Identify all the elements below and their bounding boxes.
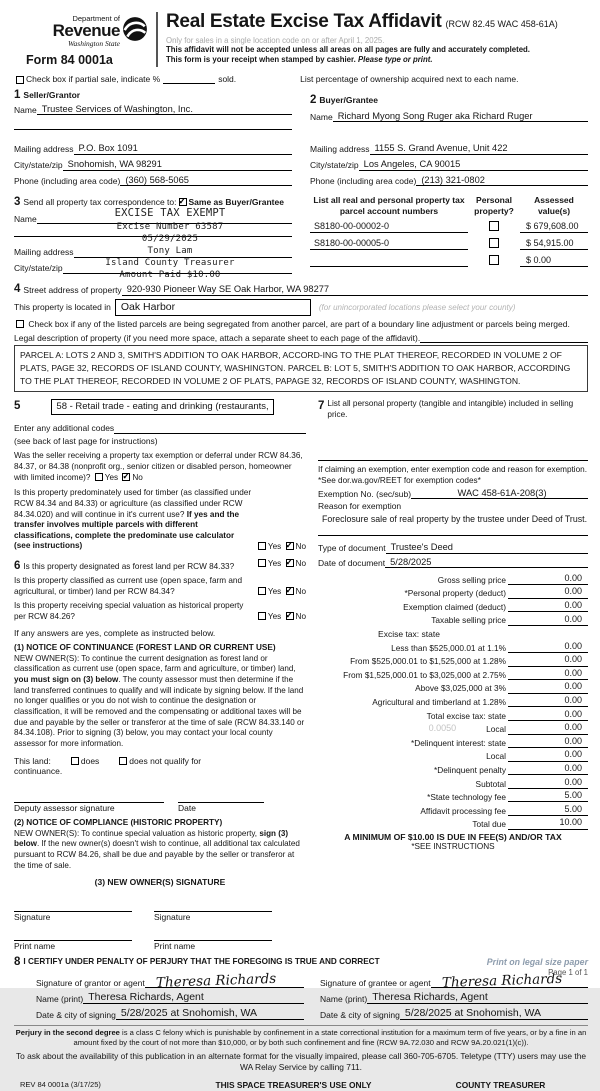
- same-as-buyer-label: Same as Buyer/Grantee: [188, 197, 284, 208]
- buyer-phone-field[interactable]: (213) 321-0802: [416, 175, 588, 187]
- tax-row-value[interactable]: 0.00: [508, 654, 588, 666]
- section6-number: 6: [14, 560, 21, 573]
- tax-row-label: Subtotal: [475, 778, 506, 789]
- section-buyer: [310, 88, 588, 186]
- seller-phone-field[interactable]: (360) 568-5065: [120, 175, 292, 187]
- tax-row-label: Above $3,025,000 at 3%: [415, 683, 506, 694]
- land-does-checkbox[interactable]: [71, 757, 79, 765]
- document-divider: [318, 535, 588, 536]
- owner-print-name-field-2[interactable]: [154, 931, 272, 941]
- reason-for-exemption-label: Reason for exemption: [318, 501, 402, 512]
- perjury-bold: Perjury in the second degree: [15, 1028, 120, 1038]
- section-property: [14, 282, 588, 392]
- doc-type-field[interactable]: Trustee's Deed: [386, 542, 588, 554]
- see-back-note: (see back of last page for instructions): [14, 435, 158, 446]
- stamp-line-exempt: EXCISE TAX EXEMPT: [114, 207, 226, 220]
- form-number: Form 84 0001a: [26, 53, 113, 68]
- question-timber-text: Is this property predominately used for timber (as classified under RCW 84.34 and 84.33) or agriculture (as classified under RCW 84.34.020) and will continue in it's current use?: [14, 488, 252, 519]
- certify-heading: I CERTIFY UNDER PENALTY OF PERJURY THAT THE FOREGOING IS TRUE AND CORRECT: [23, 957, 380, 967]
- tax-row-label: From $1,525,000.01 to $3,025,000 at 2.75%: [343, 669, 506, 680]
- personal-property-checkbox[interactable]: [489, 238, 499, 248]
- perjury-rest: is a class C felony which is punishable by confinement in a state correctional institution for a maximum term of five years, or by a fine in an amount fixed by the court of not more than $10,000, or by both such confinement and fine (RCW 9A.72.030 and RCW 9A.20.021(1)(c)).: [73, 1028, 587, 1048]
- partial-sale-checkbox[interactable]: [16, 76, 24, 84]
- owner-signature-field-2[interactable]: [154, 902, 272, 912]
- historic-no-label: No: [295, 612, 306, 622]
- logo-agency-name: Revenue: [52, 21, 120, 41]
- exemption-note: If claiming an exemption, enter exemption code and reason for exemption. *See dor.wa.gov/REET for exemption codes*: [318, 465, 587, 486]
- current-use-yes-checkbox[interactable]: [258, 587, 266, 595]
- treasurer-use-only-label: THIS SPACE TREASURER'S USE ONLY: [215, 1080, 372, 1091]
- parcel-col-personal-header: Personal property?: [474, 195, 514, 216]
- section1-number: 1: [14, 89, 21, 102]
- grantor-certify-block: [14, 972, 304, 1021]
- section7-divider: [318, 460, 588, 461]
- seller-name-overflow-field[interactable]: [14, 129, 292, 130]
- legal-description-header-line: [420, 342, 588, 343]
- seller-name-label: Name: [14, 104, 37, 115]
- partial-sale-sold-label: sold.: [218, 73, 237, 84]
- doc-date-label: Date of document: [318, 557, 386, 568]
- located-in-hint: (for unincorporated locations please select your county): [318, 302, 516, 312]
- rev-number: REV 84 0001a (3/17/25): [20, 1080, 101, 1090]
- doc-type-label: Type of document: [318, 543, 386, 554]
- forest-no-checkbox[interactable]: [286, 559, 294, 567]
- section1-title: Seller/Grantor: [23, 90, 81, 101]
- buyer-name-field[interactable]: Richard Myong Song Ruger aka Richard Ruger: [333, 111, 588, 123]
- tax-row-value[interactable]: 0.00: [508, 763, 588, 775]
- question-forest-text: Is this property designated as forest land per RCW 84.33?: [23, 562, 235, 572]
- partial-sale-label: Check box if partial sale, indicate %: [26, 73, 161, 84]
- dor-swoosh-icon: [122, 16, 148, 42]
- tax-row-value[interactable]: 0.00: [508, 695, 588, 707]
- grantor-name-print-label: Name (print): [36, 993, 84, 1004]
- if-yes-note: If any answers are yes, complete as instructed below.: [14, 627, 216, 638]
- local-rate-value: 0.0050: [428, 723, 457, 734]
- grantor-date-city-label: Date & city of signing: [36, 1009, 116, 1020]
- additional-codes-label: Enter any additional codes: [14, 422, 115, 433]
- street-address-field[interactable]: 920-930 Pioneer Way SE Oak Harbor, WA 98277: [122, 284, 588, 296]
- owner-print-name-label-1: Print name: [14, 940, 56, 951]
- land-use-code-field[interactable]: 58 - Retail trade - eating and drinking (restaurants,: [51, 399, 273, 415]
- buyer-name-label: Name: [310, 111, 333, 122]
- grantee-signature-label: Signature of grantee or agent: [320, 977, 431, 988]
- corr-name-label: Name: [14, 213, 37, 224]
- question-current-use-text: Is this property classified as current use (open space, farm and agricultural, or timber) land per RCW 84.34?: [14, 576, 242, 596]
- historic-yes-label: Yes: [267, 612, 282, 622]
- tax-row-value[interactable]: 0.00: [508, 777, 588, 789]
- treasurer-stamp: [66, 206, 274, 281]
- seller-city-field[interactable]: Snohomish, WA 98291: [63, 159, 292, 171]
- parcel-row: [310, 216, 588, 233]
- timber-no-label: No: [295, 541, 306, 551]
- section-use-code: [14, 399, 306, 415]
- current-use-no-checkbox[interactable]: [286, 587, 294, 595]
- tax-row-label: *Delinquent interest: state: [410, 737, 506, 748]
- section-seller: [14, 88, 292, 186]
- note-required: This affidavit will not be accepted unless all areas on all pages are fully and accurately completed.: [166, 45, 530, 55]
- tax-row-value[interactable]: 0.00: [508, 586, 588, 598]
- tax-row-label: *Delinquent penalty: [434, 764, 506, 775]
- deferral-yes-checkbox[interactable]: [95, 473, 103, 481]
- corr-mailing-label: Mailing address: [14, 247, 74, 258]
- buyer-mailing-label: Mailing address: [310, 144, 370, 155]
- forest-yes-checkbox[interactable]: [258, 559, 266, 567]
- forest-no-label: No: [295, 559, 306, 569]
- new-owner-signature-header: (3) NEW OWNER(S) SIGNATURE: [94, 877, 226, 888]
- notice1-body-pre: NEW OWNER(S): To continue the current designation as forest land or classification as current use (open space, farm and agriculture, or timber) land,: [14, 653, 296, 674]
- title-rcw-ref: (RCW 82.45 WAC 458-61A): [445, 19, 558, 29]
- buyer-city-field[interactable]: Los Angeles, CA 90015: [359, 159, 588, 171]
- tax-computation: [318, 571, 588, 829]
- section3-number: 3: [14, 196, 21, 209]
- tax-row-label: Total due: [472, 819, 506, 830]
- question-deferral-text: Was the seller receiving a property tax exemption or deferral under RCW 84.36, 84.37, or 84.38 (nonprofit org., senior citizen or disabled person, homeowner with limited income)?: [14, 451, 303, 482]
- tax-row-value[interactable]: 0.00: [508, 722, 588, 734]
- continuance-label: continuance.: [14, 766, 63, 777]
- section8-number: 8: [14, 956, 21, 969]
- seller-mailing-label: Mailing address: [14, 144, 74, 155]
- deferral-no-label: No: [132, 472, 143, 482]
- dor-logo-block: [14, 8, 154, 69]
- question-historic-text: Is this property receiving special valuation as historical property per RCW 84.26?: [14, 601, 244, 622]
- logo-dept-line: Department of: [72, 14, 120, 23]
- grantor-signature-label: Signature of grantor or agent: [36, 977, 145, 988]
- form-footer: [14, 1025, 588, 1090]
- note-receipt: This form is your receipt when stamped by cashier.: [166, 55, 356, 65]
- parcel-row: [310, 233, 588, 250]
- logo-state-line: Washington State: [67, 38, 120, 48]
- land-does-not-checkbox[interactable]: [119, 757, 127, 765]
- seller-city-label: City/state/zip: [14, 160, 63, 171]
- grantee-name-print-field[interactable]: Theresa Richards, Agent: [367, 991, 588, 1004]
- doc-date-field[interactable]: 5/28/2025: [385, 557, 588, 569]
- deferral-yes-label: Yes: [104, 472, 119, 482]
- assessed-value-field[interactable]: $ 0.00: [520, 255, 588, 267]
- owner-signature-field-1[interactable]: [14, 902, 132, 912]
- page-title: Real Estate Excise Tax Affidavit: [166, 11, 442, 32]
- parcel-table: [310, 195, 588, 273]
- note-effective-date: Only for sales in a single location code on or after April 1, 2025.: [166, 35, 385, 45]
- historic-no-checkbox[interactable]: [286, 612, 294, 620]
- grantee-date-city-label: Date & city of signing: [320, 1009, 400, 1020]
- buyer-city-label: City/state/zip: [310, 160, 359, 171]
- this-land-label: This land:: [14, 755, 51, 766]
- buyer-phone-label: Phone (including area code): [310, 175, 417, 186]
- tax-row-value[interactable]: 0.00: [508, 641, 588, 653]
- notice2-title: (2) NOTICE OF COMPLIANCE (HISTORIC PROPERTY): [14, 818, 223, 828]
- notice1-body-post: . The county assessor must then determine if the land transferred continues to qualify and will indicate by signing below. If the land no longer qualifies or you do not wish to continue the designation or classification, it will be removed and the compensating or additional taxes will be due and payable by the seller or transferor at the time of sale (RCW 84.33.140 or 84.34.108). Prior to signing (3) below, you may contact your local county assessor for more information.: [14, 674, 305, 748]
- segregated-label: Check box if any of the listed parcels are being segregated from another parcel, are part of a boundary line adjustment or parcels being merged.: [28, 319, 570, 330]
- notice2-body-post: . If the new owner(s) doesn't wish to continue, all additional tax calculated pursuant to RCW 84.26, shall be due and payable by the seller or transferor at the time of sale.: [14, 839, 300, 870]
- grantor-signature-script: Theresa Richards: [155, 970, 277, 991]
- legal-description-field[interactable]: PARCEL A: LOTS 2 AND 3, SMITH'S ADDITION TO OAK HARBOR, ACCORD-ING TO THE PLAT THEREOF, RECORDED IN VOLUME 2 OF PLATS, PAGE 32, RECORDS OF ISLAND COUNTY, WASHINGTON. PARCEL B: LOT 5, SMITH'S ADDITION TO OAK HARBOR, ACCORDING TO THE PLAT THEREOF, RECORDED IN VOLUME 2 OF PLATS, PAPAGE 32, RECORDS OF ISLAND COUNTY, WASHINGTON.: [14, 345, 588, 392]
- grantee-name-print-label: Name (print): [320, 993, 368, 1004]
- notice1-title: (1) NOTICE OF CONTINUANCE (FOREST LAND OR CURRENT USE): [14, 643, 276, 653]
- owner-print-name-field-1[interactable]: [14, 931, 132, 941]
- accessibility-note: To ask about the availability of this publication in an alternate format for the visually impaired, please call 360-705-6705. Teletype (TTY) users may use the WA Relay Service by calling 711.: [15, 1051, 587, 1072]
- personal-property-checkbox[interactable]: [489, 255, 499, 265]
- stamp-line-amount-paid: Amount Paid $10.00: [119, 270, 221, 281]
- tax-row-value[interactable]: 0.00: [508, 573, 588, 585]
- partial-sale-percent-field[interactable]: [163, 83, 215, 84]
- question-timber-bold: If yes and the transfer involves multiple parcels with different classifications, complete the predominate use calculator (see instructions): [14, 509, 240, 551]
- legal-description-label: Legal description of property (if you need more space, attach a separate sheet to each page of the affidavit).: [14, 332, 421, 343]
- owner-print-name-label-2: Print name: [154, 940, 196, 951]
- deputy-date-field[interactable]: [178, 793, 264, 803]
- minimum-due-note: A MINIMUM OF $10.00 IS DUE IN FEE(S) AND/OR TAX: [344, 831, 562, 842]
- corr-city-label: City/state/zip: [14, 263, 63, 274]
- grantor-name-print-field[interactable]: Theresa Richards, Agent: [83, 991, 304, 1004]
- current-use-yes-label: Yes: [267, 587, 282, 597]
- deputy-assessor-signature-label: Deputy assessor signature: [14, 802, 115, 813]
- tax-row-label: Local: [486, 751, 506, 762]
- tax-row-label: Total excise tax: state: [426, 710, 506, 721]
- notice2-body-pre: NEW OWNER(S): To continue special valuation as historic property,: [14, 828, 260, 838]
- section3-label: Send all property tax correspondence to:: [23, 197, 177, 208]
- parcel-number-field[interactable]: S8180-00-00002-0: [310, 221, 468, 233]
- section-correspondence: [14, 195, 292, 281]
- notice2-body-bold: sign (3) below: [14, 828, 289, 849]
- ownership-note: List percentage of ownership acquired next to each name.: [300, 73, 519, 84]
- personal-property-checkbox[interactable]: [489, 221, 499, 231]
- tax-row-label: *State technology fee: [427, 792, 506, 803]
- located-in-label: This property is located in: [14, 302, 111, 313]
- additional-codes-field[interactable]: [114, 433, 306, 434]
- segregated-checkbox[interactable]: [16, 320, 24, 328]
- parcel-number-field[interactable]: S8180-00-00005-0: [310, 238, 468, 250]
- tax-row-label: Taxable selling price: [431, 615, 506, 626]
- stamp-line-excise-number: Excise Number 63587: [116, 221, 224, 232]
- timber-no-checkbox[interactable]: [286, 542, 294, 550]
- tax-row-label: Affidavit processing fee: [420, 805, 506, 816]
- tax-row-label: Gross selling price: [437, 574, 506, 585]
- current-use-no-label: No: [295, 587, 306, 597]
- seller-name-field[interactable]: Trustee Services of Washington, Inc.: [37, 104, 292, 116]
- tax-row-value[interactable]: 0.00: [508, 600, 588, 612]
- assessed-value-field[interactable]: $ 679,608.00: [520, 221, 588, 233]
- section2-number: 2: [310, 94, 317, 107]
- county-treasurer-label: COUNTY TREASURER: [455, 1080, 546, 1091]
- section7-number: 7: [318, 400, 325, 413]
- historic-yes-checkbox[interactable]: [258, 612, 266, 620]
- deferral-no-checkbox[interactable]: [122, 473, 130, 481]
- parcel-row: [310, 250, 588, 267]
- owner-signature-label-2: Signature: [154, 912, 191, 923]
- excise-tax-state-header: Excise tax: state: [378, 628, 440, 639]
- forest-yes-label: Yes: [267, 559, 282, 569]
- located-in-select[interactable]: Oak Harbor: [115, 299, 311, 316]
- tax-row-label: Local: [486, 724, 506, 735]
- exemption-no-field[interactable]: WAC 458-61A-208(3): [411, 488, 588, 500]
- land-does-label: does: [80, 755, 100, 766]
- parcel-col-assessed-header: Assessed value(s): [534, 195, 574, 216]
- tax-row-label: Agricultural and timberland at 1.28%: [372, 696, 506, 707]
- section7-heading: List all personal property (tangible and intangible) included in selling price.: [327, 399, 574, 419]
- page-number: Page 1 of 1: [548, 968, 588, 978]
- tax-row-value[interactable]: 0.00: [508, 736, 588, 748]
- deputy-date-label: Date: [178, 802, 196, 813]
- tax-row-value[interactable]: 10.00: [508, 817, 588, 829]
- tax-row-label: From $525,000.01 to $1,525,000 at 1.28%: [350, 656, 506, 667]
- tax-row-value[interactable]: 5.00: [508, 804, 588, 816]
- grantor-date-city-field[interactable]: 5/28/2025 at Snohomish, WA: [116, 1007, 304, 1020]
- same-as-buyer-checkbox[interactable]: [179, 198, 187, 206]
- form-header: [14, 8, 588, 69]
- timber-yes-checkbox[interactable]: [258, 542, 266, 550]
- reason-for-exemption-field[interactable]: Foreclosure sale of real property by the trustee under Deed of Trust.: [322, 514, 588, 525]
- tax-row-value[interactable]: 0.00: [508, 668, 588, 680]
- tax-row-value[interactable]: 0.00: [508, 614, 588, 626]
- tax-row-label: Exemption claimed (deduct): [403, 601, 506, 612]
- stamp-line-treasurer-title: Island County Treasurer: [105, 258, 235, 269]
- exemption-no-label: Exemption No. (sec/sub): [318, 488, 412, 499]
- tax-row-label: *Personal property (deduct): [404, 588, 506, 599]
- grantee-signature-script: Theresa Richards: [441, 970, 563, 991]
- stamp-line-treasurer-name: Tony Lam: [147, 245, 193, 256]
- print-legal-size-note: Print on legal size paper: [486, 957, 588, 968]
- see-instructions-note: *SEE INSTRUCTIONS: [411, 842, 495, 852]
- tax-row-value[interactable]: 5.00: [508, 790, 588, 802]
- buyer-mailing-field[interactable]: 1155 S. Grand Avenue, Unit 422: [370, 143, 588, 155]
- land-does-not-label: does not qualify for: [129, 755, 202, 766]
- street-address-label: Street address of property: [23, 285, 122, 296]
- note-type-or-print: Please type or print.: [357, 55, 433, 65]
- seller-phone-label: Phone (including area code): [14, 175, 121, 186]
- seller-mailing-field[interactable]: P.O. Box 1091: [74, 143, 292, 155]
- parcel-number-field[interactable]: [310, 266, 468, 267]
- section2-title: Buyer/Grantee: [319, 95, 378, 106]
- tax-row-value[interactable]: 0.00: [508, 749, 588, 761]
- parcel-col-numbers-header: List all real and personal property tax parcel account numbers: [313, 195, 465, 216]
- deputy-assessor-signature-field[interactable]: [14, 793, 164, 803]
- timber-yes-label: Yes: [267, 541, 282, 551]
- header-divider: [156, 12, 158, 67]
- section4-number: 4: [14, 282, 21, 295]
- owner-signature-label-1: Signature: [14, 912, 51, 923]
- grantee-date-city-field[interactable]: 5/28/2025 at Snohomish, WA: [400, 1007, 588, 1020]
- notice1-body-bold: you must sign on (3) below: [14, 674, 119, 684]
- stamp-line-date: 05/29/2025: [141, 233, 199, 244]
- tax-row-label: Less than $525,000.01 at 1.1%: [391, 642, 506, 653]
- tax-row-value[interactable]: 0.00: [508, 681, 588, 693]
- tax-row-value[interactable]: 0.00: [508, 709, 588, 721]
- section5-number: 5: [14, 400, 21, 413]
- personal-property-list-field[interactable]: [318, 420, 588, 460]
- grantor-signature-field[interactable]: [145, 970, 304, 991]
- assessed-value-field[interactable]: $ 54,915.00: [520, 238, 588, 250]
- grantee-certify-block: [304, 972, 588, 1021]
